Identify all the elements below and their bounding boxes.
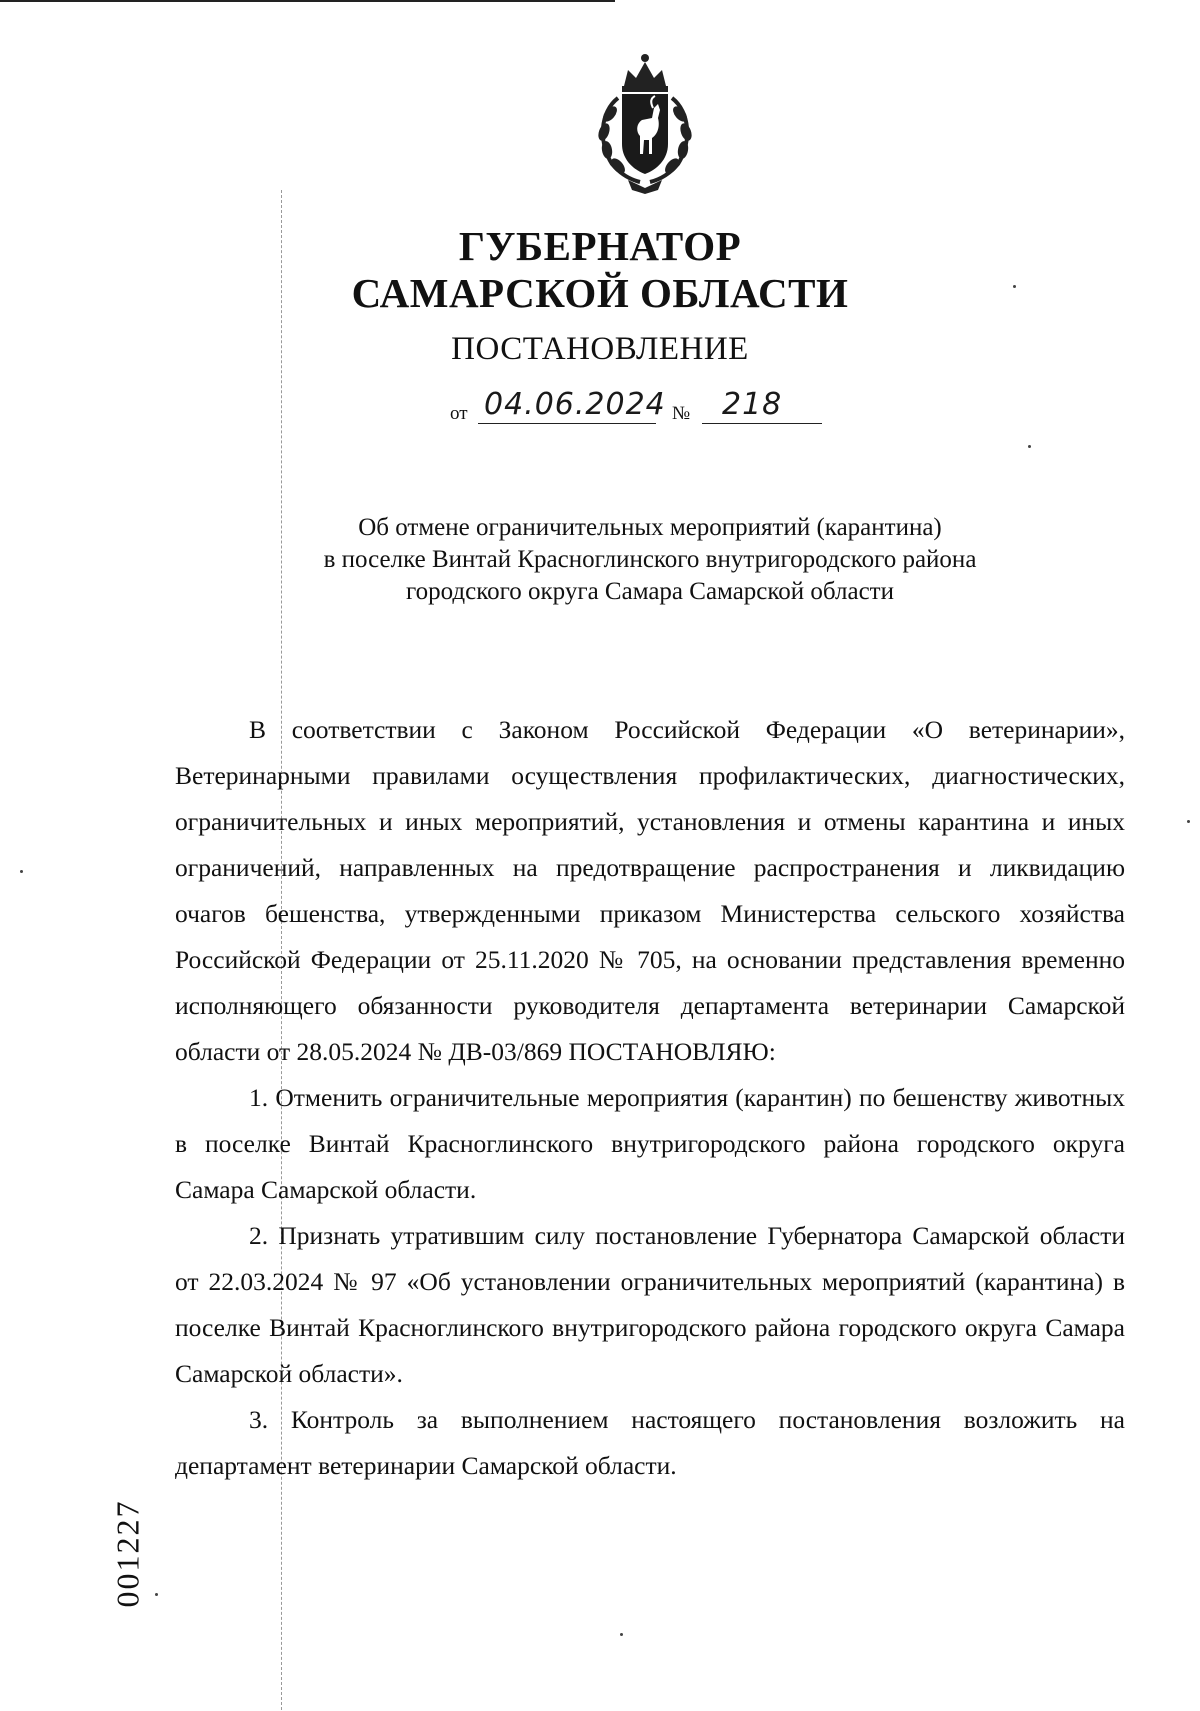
- date-handwritten: 04.06.2024: [484, 387, 666, 422]
- document-body: [175, 707, 1125, 1489]
- preamble-paragraph: В соответствии с Законом Российской Федерации «О ветеринарии», Ветеринарными правилами осуществления профилактических, диагностических, ограничительных и иных мероприятий, установления и отмены карантина и иных ограничений, направленных на предотвращение распространения и ликвидацию очагов бешенства, утвержденными приказом Министерства сельского хозяйства Российской Федерации от 25.11.2020 № 705, на основании представления временно исполняющего обязанности руководителя департамента ветеринарии Самарской области от 28.05.2024 № ДВ-03/869 ПОСТАНОВЛЯЮ:: [175, 715, 1125, 1066]
- date-prefix: от: [450, 403, 468, 424]
- subject-line: Об отмене ограничительных мероприятий (карантина): [358, 514, 942, 541]
- number-label: №: [672, 403, 691, 424]
- authority-region: САМАРСКОЙ ОБЛАСТИ: [351, 270, 849, 316]
- number-underline: [702, 423, 822, 424]
- coat-of-arms-emblem: [580, 52, 710, 194]
- date-underline: [478, 423, 656, 424]
- number-handwritten: 218: [722, 387, 783, 422]
- resolution-item-2: 2. Признать утратившим силу постановление Губернатора Самарской области от 22.03.2024 № 97 «Об установлении ограничительных мероприятий (карантина) в поселке Винтай Красноглинского внутригородского района городского округа Самара Самарской области».: [175, 1221, 1125, 1388]
- scan-speck: [620, 1633, 623, 1636]
- scan-speck: [20, 870, 23, 873]
- resolution-item-3: 3. Контроль за выполнением настоящего постановления возложить на департамент ветеринарии Самарской области.: [175, 1405, 1125, 1480]
- resolution-item-1: 1. Отменить ограничительные мероприятия (карантин) по бешенству животных в поселке Винтай Красноглинского внутригородского района городского округа Самара Самарской области.: [175, 1083, 1125, 1204]
- document-subject: [260, 512, 1040, 608]
- subject-line: в поселке Винтай Красноглинского внутригородского района: [323, 546, 977, 573]
- side-serial-number: [98, 1470, 158, 1640]
- authority-title: ГУБЕРНАТОР: [458, 223, 742, 269]
- document-type: ПОСТАНОВЛЕНИЕ: [451, 331, 749, 367]
- serial-text: 001227: [109, 1499, 146, 1608]
- scan-speck: [1028, 445, 1031, 448]
- scan-top-edge: [0, 0, 615, 2]
- scan-speck: [1187, 820, 1190, 823]
- subject-line: городского округа Самара Самарской области: [406, 578, 894, 605]
